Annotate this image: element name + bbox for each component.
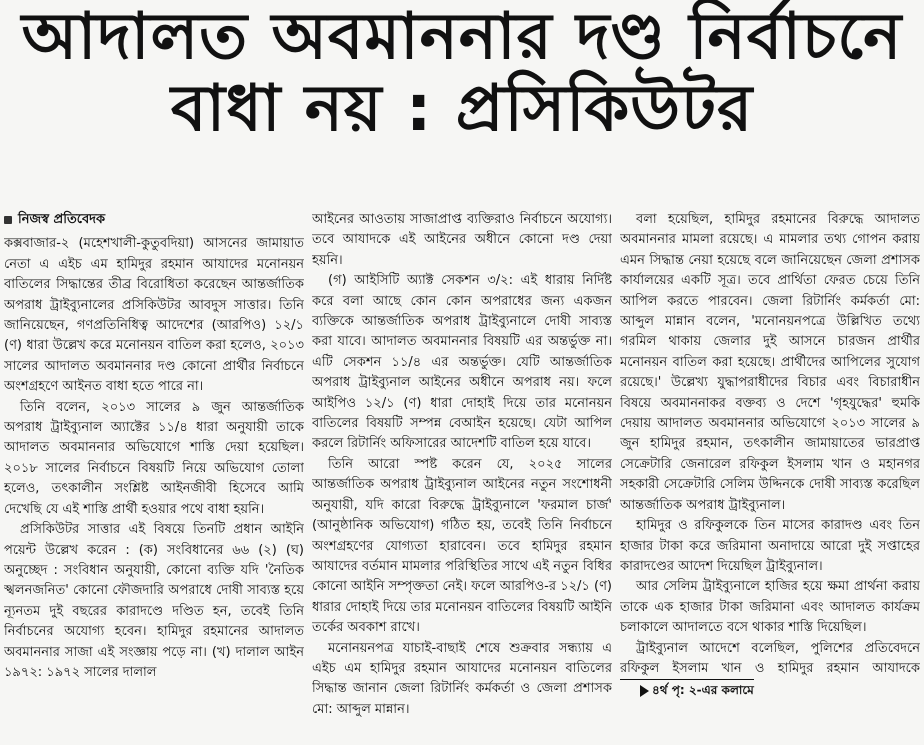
paragraph-text: ট্রাইব্যুনাল আদেশে বলেছিল, পুলিশের প্রতিবেদনে রফিকুল ইসলাম খান ও হামিদুর রহমান আযাদকে: [620, 640, 920, 676]
column-1: [4, 210, 304, 741]
continuation-text: ৪র্থ পৃ: ২-এর কলামে: [652, 683, 754, 698]
byline: [4, 210, 304, 230]
article-body: [4, 210, 920, 741]
paragraph: হামিদুর ও রফিকুলকে তিন মাসের কারাদণ্ড এবং তিন হাজার টাকা করে জরিমানা অনাদায়ে আরো দুই সপ্তাহের কারাদণ্ডের আদেশ দিয়েছিল ট্রাইব্যুনাল।: [620, 518, 920, 574]
column-2: [312, 210, 612, 741]
arrow-right-icon: [640, 685, 649, 697]
headline-line-2: বাধা নয় : প্রসিকিউটর: [170, 71, 754, 146]
byline-text: নিজস্ব প্রতিবেদক: [18, 212, 106, 227]
paragraph: আইনের আওতায় সাজাপ্রাপ্ত ব্যক্তিরাও নির্বাচনে অযোগ্য। তবে আযাদকে এই আইনের অধীনে কোনো দণ্ড দেয়া হয়নি।: [312, 212, 612, 268]
bullet-icon: [4, 216, 12, 224]
paragraph: তিনি আরো স্পষ্ট করেন যে, ২০২৫ সালের আন্তর্জাতিক অপরাধ ট্রাইব্যুনাল আইনের নতুন সংশোধনী অনুযায়ী, যদি কারো বিরুদ্ধে ট্রাইব্যুনালে 'ফরমাল চার্জ' (আনুষ্ঠানিক অভিযোগ) গঠিত হয়, তবেই তিনি নির্বাচনে অংশগ্রহণের যোগ্যতা হারাবেন। তবে হামিদুর রহমান আযাদের বর্তমান মামলার পরিস্থিতির সাথে এই নতুন বিধির কোনো আইনি সম্পৃক্ততা নেই। ফলে আরপিও-র ১২/১ (ণ) ধারার দোহাই দিয়ে তার মনোনয়ন বাতিলের বিষয়টি আইনি তর্কের অবকাশ রাখে।: [312, 456, 612, 636]
paragraph: মনোনয়নপত্র যাচাই-বাছাই শেষে শুক্রবার সন্ধ্যায় এ এইচ এম হামিদুর রহমান আযাদের মনোনয়ন বাতিলের সিদ্ধান্ত জানান জেলা রিটার্নিং কর্মকর্তা ও জেলা প্রশাসক মো: আব্দুল মান্নান।: [312, 640, 612, 717]
paragraph: আর সেলিম ট্রাইব্যুনালে হাজির হয়ে ক্ষমা প্রার্থনা করায় তাকে এক হাজার টাকা জরিমানা এবং আদালত কার্যক্রম চলাকালে আদালতে বসে থাকার শাস্তি দিয়েছিল।: [620, 579, 920, 636]
paragraph: বলা হয়েছিল, হামিদুর রহমানের বিরুদ্ধে আদালত অবমাননার মামলা রয়েছে। এ মামলার তথ্য গোপন করায় এমন সিদ্ধান্ত নেয়া হয়েছে বলে জানিয়েছেন জেলা প্রশাসক কার্যালয়ের একটি সূত্র। তবে প্রার্থিতা ফেরত চেয়ে তিনি আপিল করতে পারবেন। জেলা রিটার্নিং কর্মকর্তা মো: আব্দুল মান্নান বলেন, 'মনোনয়নপত্রে উল্লিখিত তথ্যে গরমিল থাকায় জেলার দুই আসনে চারজন প্রার্থীর মনোনয়ন বাতিল করা হয়েছে। প্রার্থীদের আপিলের সুযোগ রয়েছে।' উল্লেখ্য যুদ্ধাপরাধীদের বিচার এবং বিচারাধীন বিষয়ে অবমাননাকর বক্তব্য ও দেশে 'গৃহযুদ্ধের' হুমকি দেয়ায় আদালত অবমাননার অভিযোগে ২০১৩ সালের ৯ জুন হামিদুর রহমান, তৎকালীন জামায়াতের ভারপ্রাপ্ত সেক্রেটারি জেনারেল রফিকুল ইসলাম খান ও মহানগর সহকারী সেক্রেটারি সেলিম উদ্দিনকে দোষী সাব্যস্ত করেছিল আন্তর্জাতিক অপরাধ ট্রাইব্যুনাল।: [620, 212, 920, 513]
paragraph: [620, 639, 920, 702]
paragraph: কক্সবাজার-২ (মহেশখালী-কুতুবদিয়া) আসনের জামায়াত নেতা এ এইচ এম হামিদুর রহমান আযাদের মনোনয়ন বাতিলের সিদ্ধান্তের তীব্র বিরোধিতা করেছেন আন্তর্জাতিক অপরাধ ট্রাইব্যুনালের প্রসিকিউটর আবদুস সাত্তার। তিনি জানিয়েছেন, গণপ্রতিনিধিত্ব আদেশের (আরপিও) ১২/১ (ণ) ধারা উল্লেখ করে মনোনয়ন বাতিল করা হলেও, ২০১৩ সালের আদালত অবমাননার দণ্ড কোনো প্রার্থীর নির্বাচনে অংশগ্রহণে আইনত বাধা হতে পারে না।: [4, 236, 304, 395]
headline: [0, 2, 924, 145]
headline-line-1: আদালত অবমাননার দণ্ড নির্বাচনে: [21, 0, 903, 74]
paragraph: তিনি বলেন, ২০১৩ সালের ৯ জুন আন্তর্জাতিক অপরাধ ট্রাইব্যুনাল অ্যাক্টের ১১/৪ ধারা অনুযায়ী তাকে আদালত অবমাননার অভিযোগে শাস্তি দেয়া হয়েছিল। ২০১৮ সালের নির্বাচনে বিষয়টি নিয়ে অভিযোগ তোলা হলেও, তৎকালীন সংশ্লিষ্ট আইনজীবী হিসেবে আমি দেখেছি যে এই শাস্তি প্রার্থী হওয়ার পথে বাধা হয়নি।: [4, 399, 304, 517]
paragraph: প্রসিকিউটর সাত্তার এই বিষয়ে তিনটি প্রধান আইনি পয়েন্ট উল্লেখ করেন : (ক) সংবিধানের ৬৬ (২) (ঘ) অনুচ্ছেদ : সংবিধান অনুযায়ী, কোনো ব্যক্তি যদি 'নৈতিক স্খলনজনিত' কোনো ফৌজদারি অপরাধে দোষী সাব্যস্ত হয়ে ন্যূনতম দুই বছরের কারাদণ্ডে দণ্ডিত হন, তবেই তিনি নির্বাচনের অযোগ্য হবেন। হামিদুর রহমানের আদালত অবমাননার সাজা এই সংজ্ঞায় পড়ে না। (খ) দালাল আইন ১৯৭২: ১৯৭২ সালের দালাল: [4, 522, 304, 680]
paragraph: (গ) আইসিটি অ্যাক্ট সেকশন ৩/২: এই ধারায় নির্দিষ্ট করে বলা আছে কোন কোন অপরাধের জন্য একজন ব্যক্তিকে আন্তর্জাতিক অপরাধ ট্রাইব্যুনালে দোষী সাব্যস্ত করা যাবে। আদালত অবমাননার বিষয়টি এর অন্তর্ভুক্ত না। এটি সেকশন ১১/৪ এর অন্তর্ভুক্ত। যেটি আন্তর্জাতিক অপরাধ ট্রাইব্যুনাল আইনের অধীনে অপরাধ নয়। ফলে আইপিও ১২/১ (ণ) ধারা দোহাই দিয়ে তার মনোনয়ন বাতিলের বিষয়টি সম্পন্ন বেআইন হয়েছে। যেটা আপিল করলে রিটার্নিং অফিসারের আদেশটি বাতিল হয়ে যাবে।: [312, 273, 612, 452]
column-3: [620, 210, 920, 741]
continuation-note: [620, 679, 754, 700]
